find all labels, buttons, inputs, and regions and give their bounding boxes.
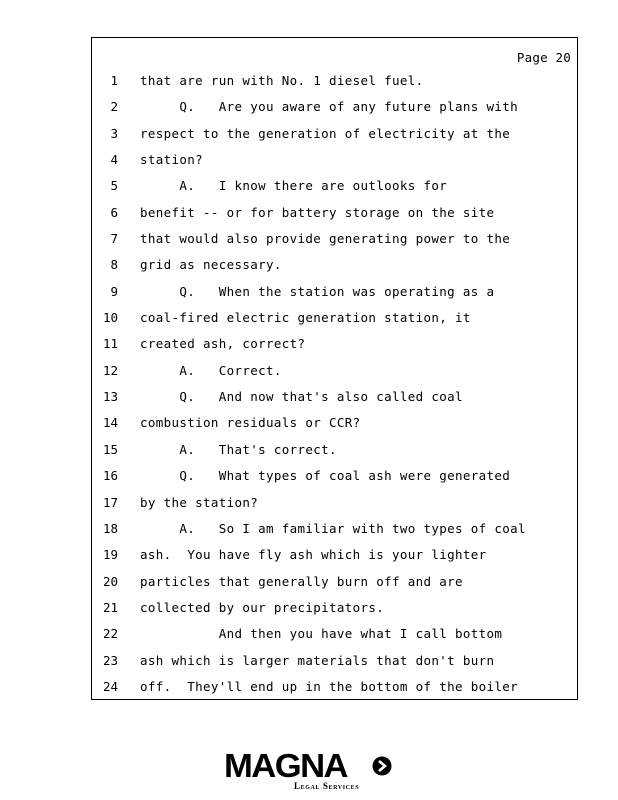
transcript-line — [92, 625, 577, 651]
line-number: 17 — [102, 494, 118, 510]
line-number: 4 — [110, 152, 118, 168]
transcript-line — [92, 230, 577, 256]
line-number: 13 — [102, 389, 118, 405]
line-number: 22 — [102, 626, 118, 642]
transcript-line — [92, 414, 577, 440]
transcript-line — [92, 72, 577, 98]
transcript-line — [92, 494, 577, 520]
line-number: 19 — [102, 547, 118, 563]
logo-subtext: Legal Services — [294, 781, 360, 791]
transcript-line — [92, 652, 577, 678]
line-number: 14 — [102, 415, 118, 431]
line-text: collected by our precipitators. — [140, 599, 385, 615]
line-number: 23 — [102, 652, 118, 668]
transcript-line — [92, 678, 577, 704]
transcript-lines — [92, 72, 577, 704]
transcript-line — [92, 283, 577, 309]
line-text: A. That's correct. — [140, 441, 337, 457]
line-number: 21 — [102, 599, 118, 615]
line-text: ash. You have fly ash which is your lighter — [140, 547, 487, 563]
line-number: 6 — [110, 204, 118, 220]
line-number: 3 — [110, 125, 118, 141]
line-number: 20 — [102, 573, 118, 589]
transcript-line — [92, 520, 577, 546]
line-number: 2 — [110, 99, 118, 115]
line-number: 24 — [102, 678, 118, 694]
line-text: A. So I am familiar with two types of coal — [140, 520, 526, 536]
transcript-line — [92, 204, 577, 230]
transcript-line — [92, 362, 577, 388]
line-number: 12 — [102, 362, 118, 378]
line-number: 7 — [110, 231, 118, 247]
line-text: station? — [140, 152, 204, 168]
line-text: coal-fired electric generation station, it — [140, 310, 471, 326]
line-text: A. Correct. — [140, 362, 282, 378]
line-text: Q. Are you aware of any future plans with — [140, 99, 519, 115]
transcript-line — [92, 177, 577, 203]
transcript-line — [92, 546, 577, 572]
transcript-page — [91, 37, 578, 700]
logo-wordmark: MAGNA — [224, 747, 348, 784]
line-text: Q. And now that's also called coal — [140, 389, 463, 405]
line-number: 8 — [110, 257, 118, 273]
line-number: 5 — [110, 178, 118, 194]
line-text: A. I know there are outlooks for — [140, 178, 448, 194]
transcript-line — [92, 599, 577, 625]
line-text: Q. When the station was operating as a — [140, 283, 495, 299]
page-number: Page 20 — [516, 50, 571, 65]
line-text: that are run with No. 1 diesel fuel. — [140, 73, 424, 88]
transcript-line — [92, 309, 577, 335]
line-text: benefit -- or for battery storage on the site — [140, 204, 495, 220]
line-text: grid as necessary. — [140, 257, 282, 273]
line-text: that would also provide generating power to the — [140, 231, 511, 247]
transcript-line — [92, 573, 577, 599]
transcript-line — [92, 98, 577, 124]
line-text: particles that generally burn off and are — [140, 573, 463, 589]
line-number: 10 — [102, 310, 118, 326]
arrow-circle-icon — [372, 756, 392, 776]
line-text: ash which is larger materials that don't burn — [140, 652, 495, 668]
line-number: 11 — [102, 336, 118, 352]
line-text: combustion residuals or CCR? — [140, 415, 361, 431]
transcript-line — [92, 441, 577, 467]
line-text: Q. What types of coal ash were generated — [140, 468, 511, 484]
line-number: 15 — [102, 441, 118, 457]
line-text: And then you have what I call bottom — [140, 626, 503, 642]
line-text: off. They'll end up in the bottom of the boiler — [140, 678, 519, 694]
transcript-line — [92, 388, 577, 414]
line-text: respect to the generation of electricity at the — [140, 125, 511, 141]
transcript-line — [92, 151, 577, 177]
line-text: created ash, correct? — [140, 336, 306, 352]
transcript-line — [92, 335, 577, 361]
transcript-line — [92, 467, 577, 493]
line-number: 16 — [102, 468, 118, 484]
line-number: 18 — [102, 520, 118, 536]
transcript-line — [92, 256, 577, 282]
line-text: by the station? — [140, 494, 259, 510]
line-number: 1 — [110, 73, 118, 88]
magna-logo — [222, 748, 397, 794]
line-number: 9 — [110, 283, 118, 299]
transcript-line — [92, 125, 577, 151]
